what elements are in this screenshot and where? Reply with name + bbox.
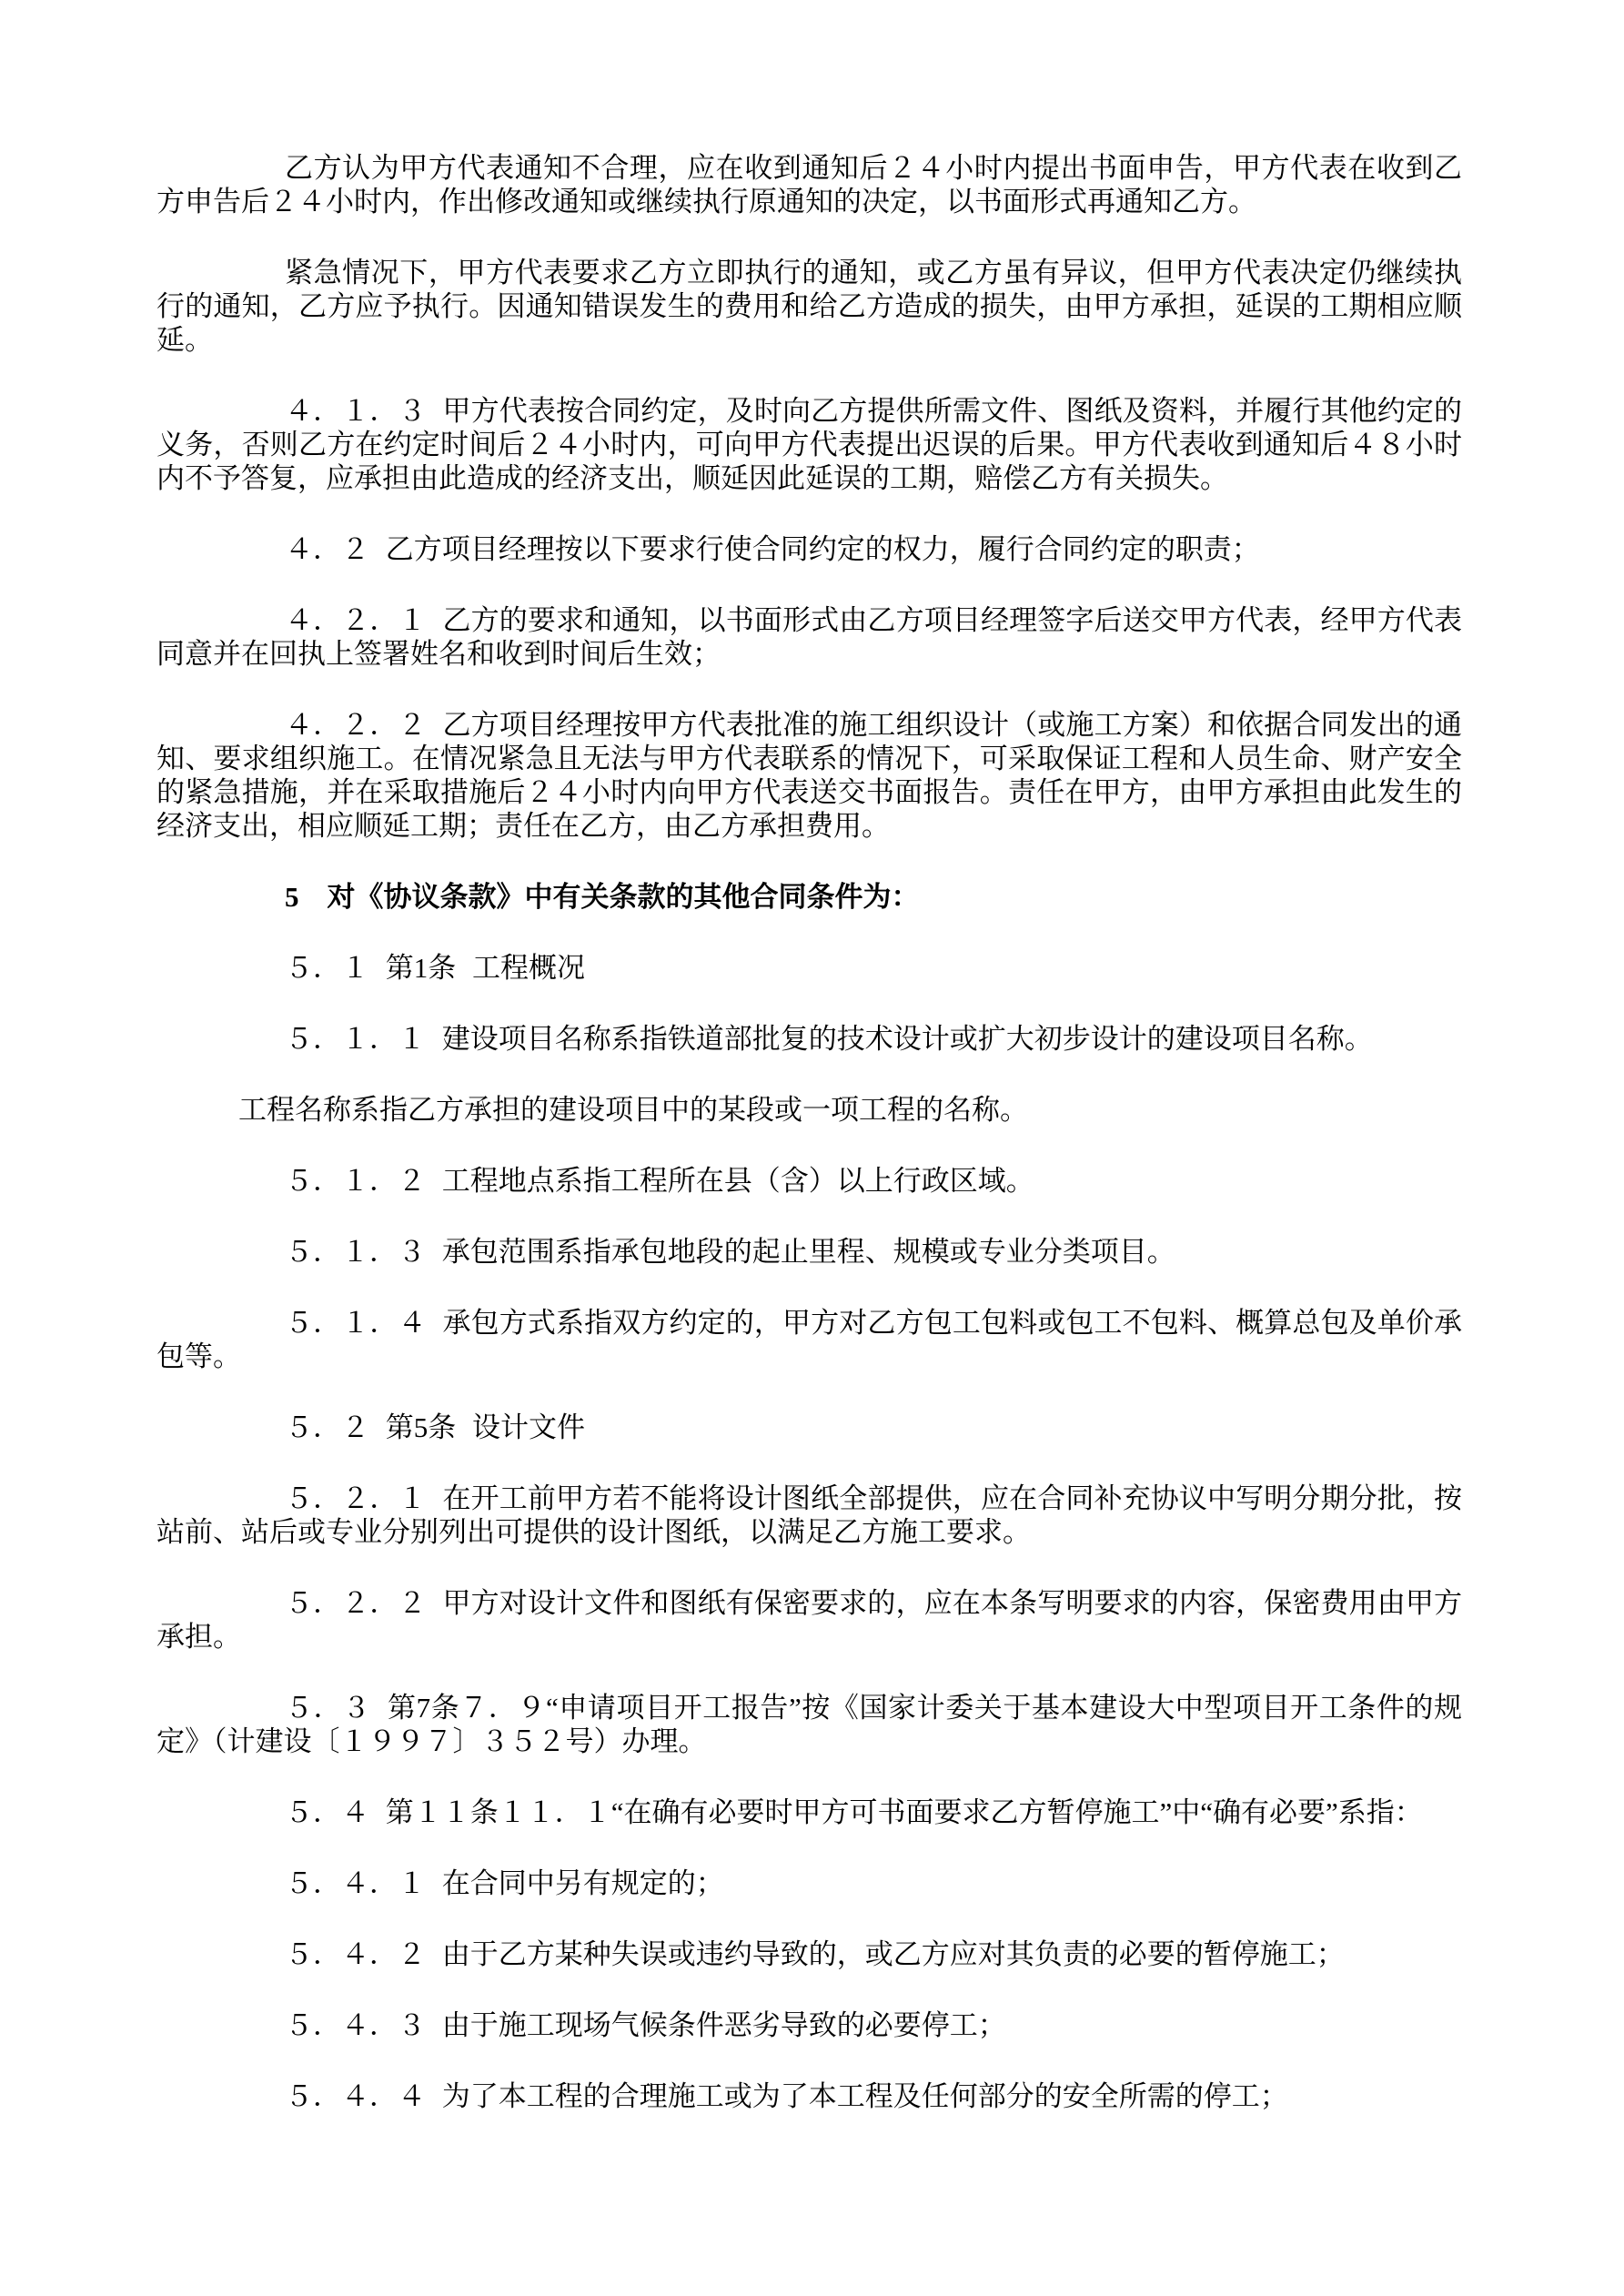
clause-5-1-3: ５．１．３ 承包范围系指承包地段的起止里程、规模或专业分类项目。 [285,1236,1175,1268]
clause-5-4-2: ５．４．２ 由于乙方某种失误或违约导致的，或乙方应对其负责的必要的暂停施工； [285,1938,1345,1970]
section-5-heading: 5 对《协议条款》中有关条款的其他合同条件为： [285,881,920,913]
clause-4-2-1: ４．２．１ 乙方的要求和通知，以书面形式由乙方项目经理签字后送交甲方代表，经甲方代表同意并在回执上签署姓名和收到时间后生效； [156,604,1462,670]
clause-urgent-notice: 紧急情况下，甲方代表要求乙方立即执行的通知，或乙方虽有异议，但甲方代表决定仍继续执行的通知，乙方应予执行。因通知错误发生的费用和给乙方造成的损失，由甲方承担，延误的工期相应顺延。 [156,257,1462,356]
clause-5-4-3: ５．４．３ 由于施工现场气候条件恶劣导致的必要停工； [285,2009,1006,2041]
clause-5-2: ５．２ 第5条 设计文件 [285,1411,585,1443]
clause-4-2: ４．２ 乙方项目经理按以下要求行使合同约定的权力，履行合同约定的职责； [285,533,1260,565]
clause-5-4-1: ５．４．１ 在合同中另有规定的； [285,1867,724,1899]
clause-notice-appeal: 乙方认为甲方代表通知不合理，应在收到通知后２４小时内提出书面申告，甲方代表在收到乙方申告后２４小时内，作出修改通知或继续执行原通知的决定，以书面形式再通知乙方。 [156,152,1462,217]
clause-5-1-1-note: 工程名称系指乙方承担的建设项目中的某段或一项工程的名称。 [238,1094,1028,1126]
clause-5-4-4: ５．４．４ 为了本工程的合理施工或为了本工程及任何部分的安全所需的停工； [285,2080,1288,2112]
clause-4-2-2: ４．２．２ 乙方项目经理按甲方代表批准的施工组织设计（或施工方案）和依据合同发出的通知、要求组织施工。在情况紧急且无法与甲方代表联系的情况下，可采取保证工程和人员生命、财产安全的紧急措施，并在采取措施后２４小时内向甲方代表送交书面报告。责任在甲方，由甲方承担由此发生的经济支出，相应顺延工期；责任在乙方，由乙方承担费用。 [156,709,1462,842]
clause-4-1-3: ４．１．３ 甲方代表按合同约定，及时向乙方提供所需文件、图纸及资料，并履行其他约定的义务，否则乙方在约定时间后２４小时内，可向甲方代表提出迟误的后果。甲方代表收到通知后４８小时内不予答复，应承担由此造成的经济支出，顺延因此延误的工期，赔偿乙方有关损失。 [156,395,1462,494]
clause-5-1: ５．１ 第1条 工程概况 [285,952,585,984]
clause-5-1-1: ５．１．１ 建设项目名称系指铁道部批复的技术设计或扩大初步设计的建设项目名称。 [285,1023,1373,1055]
clause-5-2-1: ５．２．１ 在开工前甲方若不能将设计图纸全部提供，应在合同补充协议中写明分期分批，按站前、站后或专业分别列出可提供的设计图纸，以满足乙方施工要求。 [156,1482,1462,1548]
clause-5-3: ５．３ 第7条７．９“申请项目开工报告”按《国家计委关于基本建设大中型项目开工条件的规定》（计建设〔１９９７〕３５２号）办理。 [156,1692,1462,1757]
clause-5-4: ５．４ 第１１条１１．１“在确有必要时甲方可书面要求乙方暂停施工”中“确有必要”系指： [285,1796,1423,1828]
clause-5-1-2: ５．１．２ 工程地点系指工程所在县（含）以上行政区域。 [285,1165,1034,1197]
clause-5-2-2: ５．２．２ 甲方对设计文件和图纸有保密要求的，应在本条写明要求的内容，保密费用由甲方承担。 [156,1587,1462,1653]
clause-5-1-4: ５．１．４ 承包方式系指双方约定的，甲方对乙方包工包料或包工不包料、概算总包及单价承包等。 [156,1307,1462,1372]
